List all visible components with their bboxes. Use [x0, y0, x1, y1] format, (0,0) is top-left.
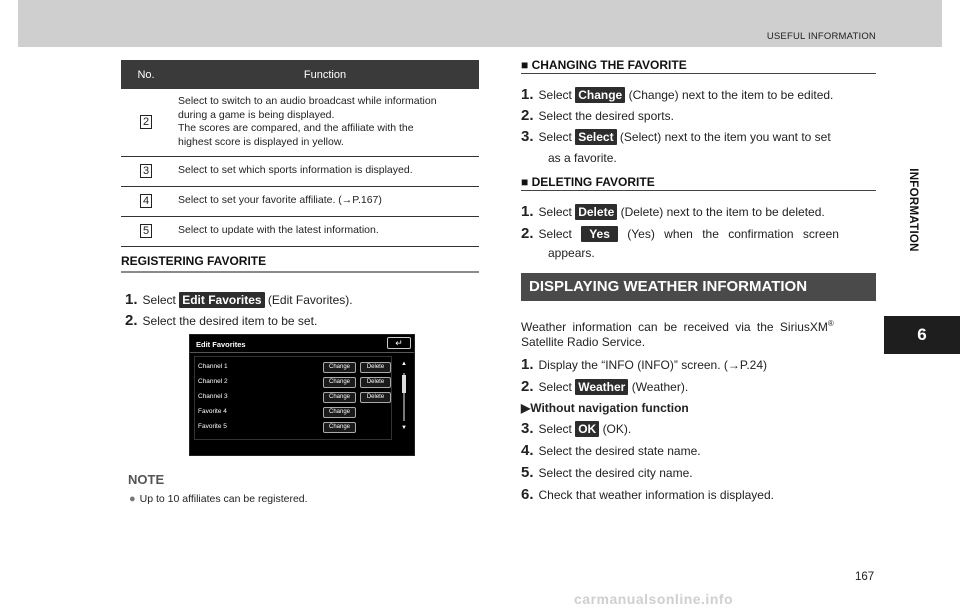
- scroll-down-icon[interactable]: ▼: [401, 425, 407, 431]
- change-button[interactable]: Change: [323, 392, 356, 403]
- row-number-box: 3: [140, 164, 152, 178]
- page-number: 167: [855, 571, 875, 583]
- list-item: Favorite 4 Change: [195, 405, 393, 420]
- change-step-2: 2. Select the desired sports.: [521, 107, 674, 124]
- scroll-up-icon[interactable]: ▲: [401, 361, 407, 367]
- weather-step-2: 2. Select Weather (Weather).: [521, 378, 689, 395]
- section-rule: [521, 73, 876, 74]
- change-button[interactable]: Change: [323, 422, 356, 433]
- weather-button[interactable]: Weather: [575, 379, 628, 395]
- table-row: [121, 89, 479, 156]
- registering-favorite-title: REGISTERING FAVORITE: [121, 254, 267, 268]
- table-row: [121, 186, 479, 216]
- delete-button[interactable]: Delete: [360, 392, 391, 403]
- row-description: Select to update with the latest information.: [171, 216, 479, 246]
- row-description: Select to set your favorite affiliate. (→P.167): [171, 186, 479, 216]
- row-number-box: 4: [140, 194, 152, 208]
- change-step-1: 1. Select Change (Change) next to the item to be edited.: [521, 86, 834, 103]
- bullet-icon: ●: [129, 493, 136, 505]
- table-header-row: [121, 60, 479, 89]
- edit-favorites-screen: [189, 334, 415, 456]
- weather-step-1: 1. Display the “INFO (INFO)” screen. (→P.24): [521, 356, 768, 373]
- register-step-2: 2. Select the desired item to be set.: [125, 312, 318, 329]
- change-button[interactable]: Change: [323, 377, 356, 388]
- section-header: USEFUL INFORMATION: [766, 31, 876, 42]
- change-button[interactable]: Change: [323, 362, 356, 373]
- delete-step-1: 1. Select Delete (Delete) next to the item to be deleted.: [521, 203, 825, 220]
- change-step-3: 3. Select Select (Select) next to the item you want to set: [521, 128, 831, 145]
- change-button[interactable]: Change: [323, 407, 356, 418]
- select-button[interactable]: Select: [575, 129, 616, 145]
- change-button[interactable]: Change: [575, 87, 625, 103]
- side-tab-label: INFORMATION: [907, 168, 919, 252]
- delete-button[interactable]: Delete: [360, 362, 391, 373]
- weather-intro-line2: Satellite Radio Service.: [521, 335, 646, 349]
- weather-step-4: 4. Select the desired state name.: [521, 442, 701, 459]
- list-item: Channel 1 Change Delete: [195, 360, 393, 375]
- without-navigation-subhead: ▶Without navigation function: [521, 401, 689, 415]
- function-table: [121, 60, 479, 247]
- weather-step-3: 3. Select OK (OK).: [521, 420, 632, 437]
- delete-step-2-cont: appears.: [548, 246, 595, 260]
- weather-section-banner: DISPLAYING WEATHER INFORMATION: [521, 273, 876, 301]
- row-description: Select to switch to an audio broadcast while information during a game is being displayed. The scores are compared, and the affiliate with the highest score is displayed in yellow.: [171, 89, 479, 156]
- row-number-box: 5: [140, 224, 152, 238]
- delete-step-2: 2. Select Yes (Yes) when the confirmation screen: [521, 225, 839, 242]
- deleting-favorite-title: ■ DELETING FAVORITE: [521, 175, 655, 189]
- list-item: Channel 3 Change Delete: [195, 390, 393, 405]
- list-item: Channel 2 Change Delete: [195, 375, 393, 390]
- delete-button[interactable]: Delete: [575, 204, 617, 220]
- edit-favorites-button[interactable]: Edit Favorites: [179, 292, 264, 308]
- weather-step-6: 6. Check that weather information is displayed.: [521, 486, 774, 503]
- screen-title: Edit Favorites: [196, 340, 246, 349]
- col-no-header: No.: [121, 60, 171, 89]
- weather-intro-line1: Weather information can be received via the SiriusXM®: [521, 319, 834, 334]
- ok-button[interactable]: OK: [575, 421, 599, 437]
- changing-favorite-title: ■ CHANGING THE FAVORITE: [521, 58, 687, 72]
- table-row: [121, 156, 479, 186]
- scrollbar-thumb[interactable]: [402, 375, 406, 393]
- back-icon[interactable]: ↵: [387, 337, 411, 349]
- weather-step-5: 5. Select the desired city name.: [521, 464, 693, 481]
- favorites-list: [194, 356, 392, 440]
- row-number-box: 2: [140, 115, 152, 129]
- table-row: [121, 216, 479, 246]
- list-item: Favorite 5 Change: [195, 420, 393, 435]
- delete-button[interactable]: Delete: [360, 377, 391, 388]
- yes-button[interactable]: Yes: [581, 226, 618, 242]
- change-step-3-cont: as a favorite.: [548, 151, 617, 165]
- col-function-header: Function: [171, 60, 479, 89]
- note-item: ● Up to 10 affiliates can be registered.: [129, 493, 308, 505]
- section-rule: [521, 190, 876, 191]
- chapter-number-tab: 6: [884, 316, 960, 354]
- row-description: Select to set which sports information is displayed.: [171, 156, 479, 186]
- section-rule: [121, 271, 479, 273]
- watermark: carmanualsonline.info: [574, 591, 734, 607]
- note-title: NOTE: [128, 472, 165, 487]
- register-step-1: 1. Select Edit Favorites (Edit Favorites).: [125, 291, 353, 308]
